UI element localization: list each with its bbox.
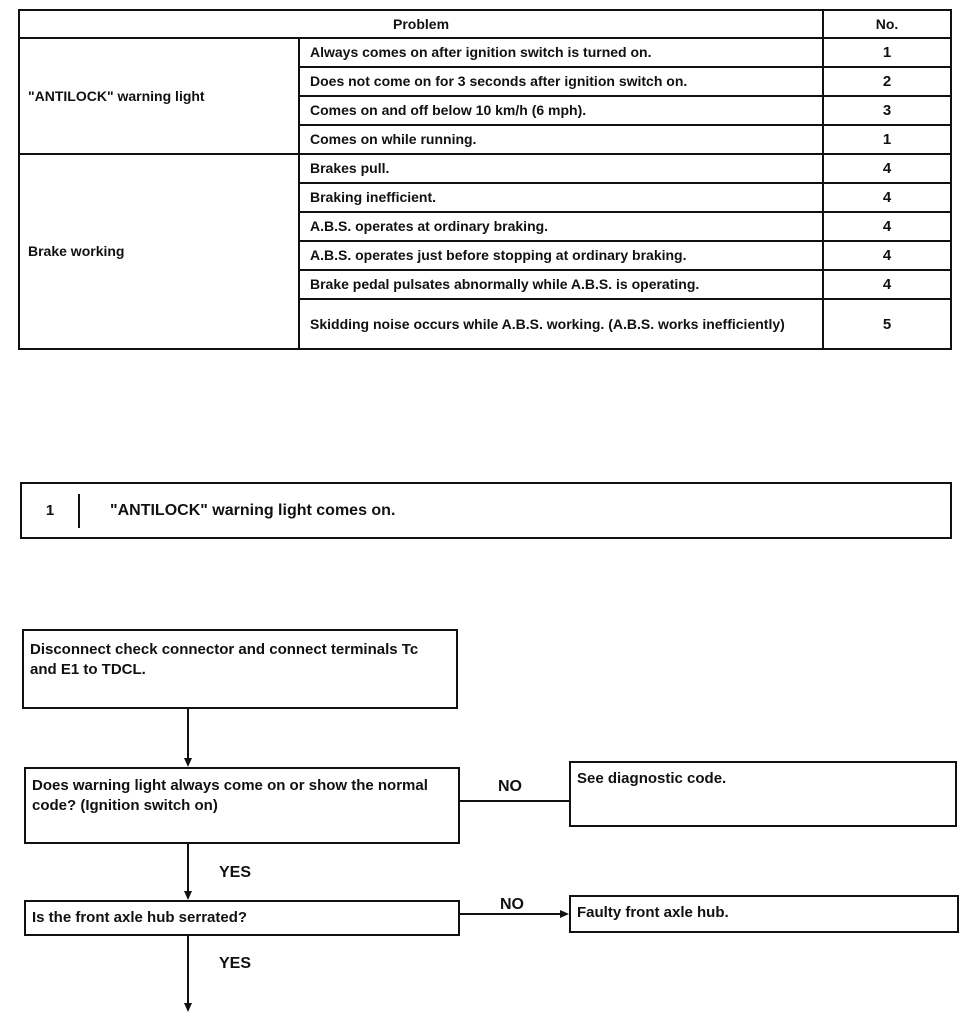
number-cell: 3 — [823, 96, 951, 125]
flow-result-faulty-front-axle-hub: Faulty front axle hub. — [569, 895, 959, 933]
table-row — [19, 38, 951, 67]
flow-connector — [460, 800, 570, 802]
symptom-cell: Comes on while running. — [299, 125, 823, 154]
arrow-down-icon — [184, 1003, 192, 1012]
flow-result-see-diagnostic-code: See diagnostic code. — [569, 761, 957, 827]
symptom-cell: Brakes pull. — [299, 154, 823, 183]
symptom-cell: Comes on and off below 10 km/h (6 mph). — [299, 96, 823, 125]
header-problem: Problem — [19, 10, 823, 38]
symptom-cell: Does not come on for 3 seconds after ignition switch on. — [299, 67, 823, 96]
number-cell: 4 — [823, 154, 951, 183]
symptom-cell: Brake pedal pulsates abnormally while A.B.S. is operating. — [299, 270, 823, 299]
flow-label-no: NO — [498, 778, 522, 795]
category-antilock-warning-light: "ANTILOCK" warning light — [19, 38, 299, 154]
symptom-cell: A.B.S. operates at ordinary braking. — [299, 212, 823, 241]
flow-connector — [187, 936, 189, 1004]
flow-connector — [187, 709, 189, 759]
number-cell: 1 — [823, 38, 951, 67]
flow-step-warning-light-question: Does warning light always come on or show the normal code? (Ignition switch on) — [24, 767, 460, 844]
number-cell: 5 — [823, 299, 951, 349]
flow-step-front-axle-hub-question: Is the front axle hub serrated? — [24, 900, 460, 936]
flow-step-disconnect-check-connector: Disconnect check connector and connect terminals Tc and E1 to TDCL. — [22, 629, 458, 709]
header-no: No. — [823, 10, 951, 38]
flow-connector — [187, 844, 189, 892]
symptom-cell: Braking inefficient. — [299, 183, 823, 212]
arrow-down-icon — [184, 758, 192, 767]
arrow-right-icon — [560, 910, 569, 918]
category-brake-working: Brake working — [19, 154, 299, 349]
number-cell: 1 — [823, 125, 951, 154]
number-cell: 4 — [823, 183, 951, 212]
number-cell: 4 — [823, 270, 951, 299]
section-number: 1 — [45, 502, 55, 519]
arrow-down-icon — [184, 891, 192, 900]
flow-label-yes: YES — [219, 864, 252, 881]
table-row — [19, 154, 951, 183]
symptom-cell: A.B.S. operates just before stopping at ordinary braking. — [299, 241, 823, 270]
number-cell: 4 — [823, 212, 951, 241]
symptom-cell: Skidding noise occurs while A.B.S. working. (A.B.S. works inefficiently) — [299, 299, 823, 349]
symptom-cell: Always comes on after ignition switch is turned on. — [299, 38, 823, 67]
flow-label-yes: YES — [219, 955, 252, 972]
flow-label-no: NO — [500, 896, 524, 913]
section-heading — [20, 482, 952, 539]
problem-table — [18, 9, 952, 350]
table-header-row — [19, 10, 951, 38]
number-cell: 4 — [823, 241, 951, 270]
number-cell: 2 — [823, 67, 951, 96]
section-title: "ANTILOCK" warning light comes on. — [110, 501, 396, 519]
